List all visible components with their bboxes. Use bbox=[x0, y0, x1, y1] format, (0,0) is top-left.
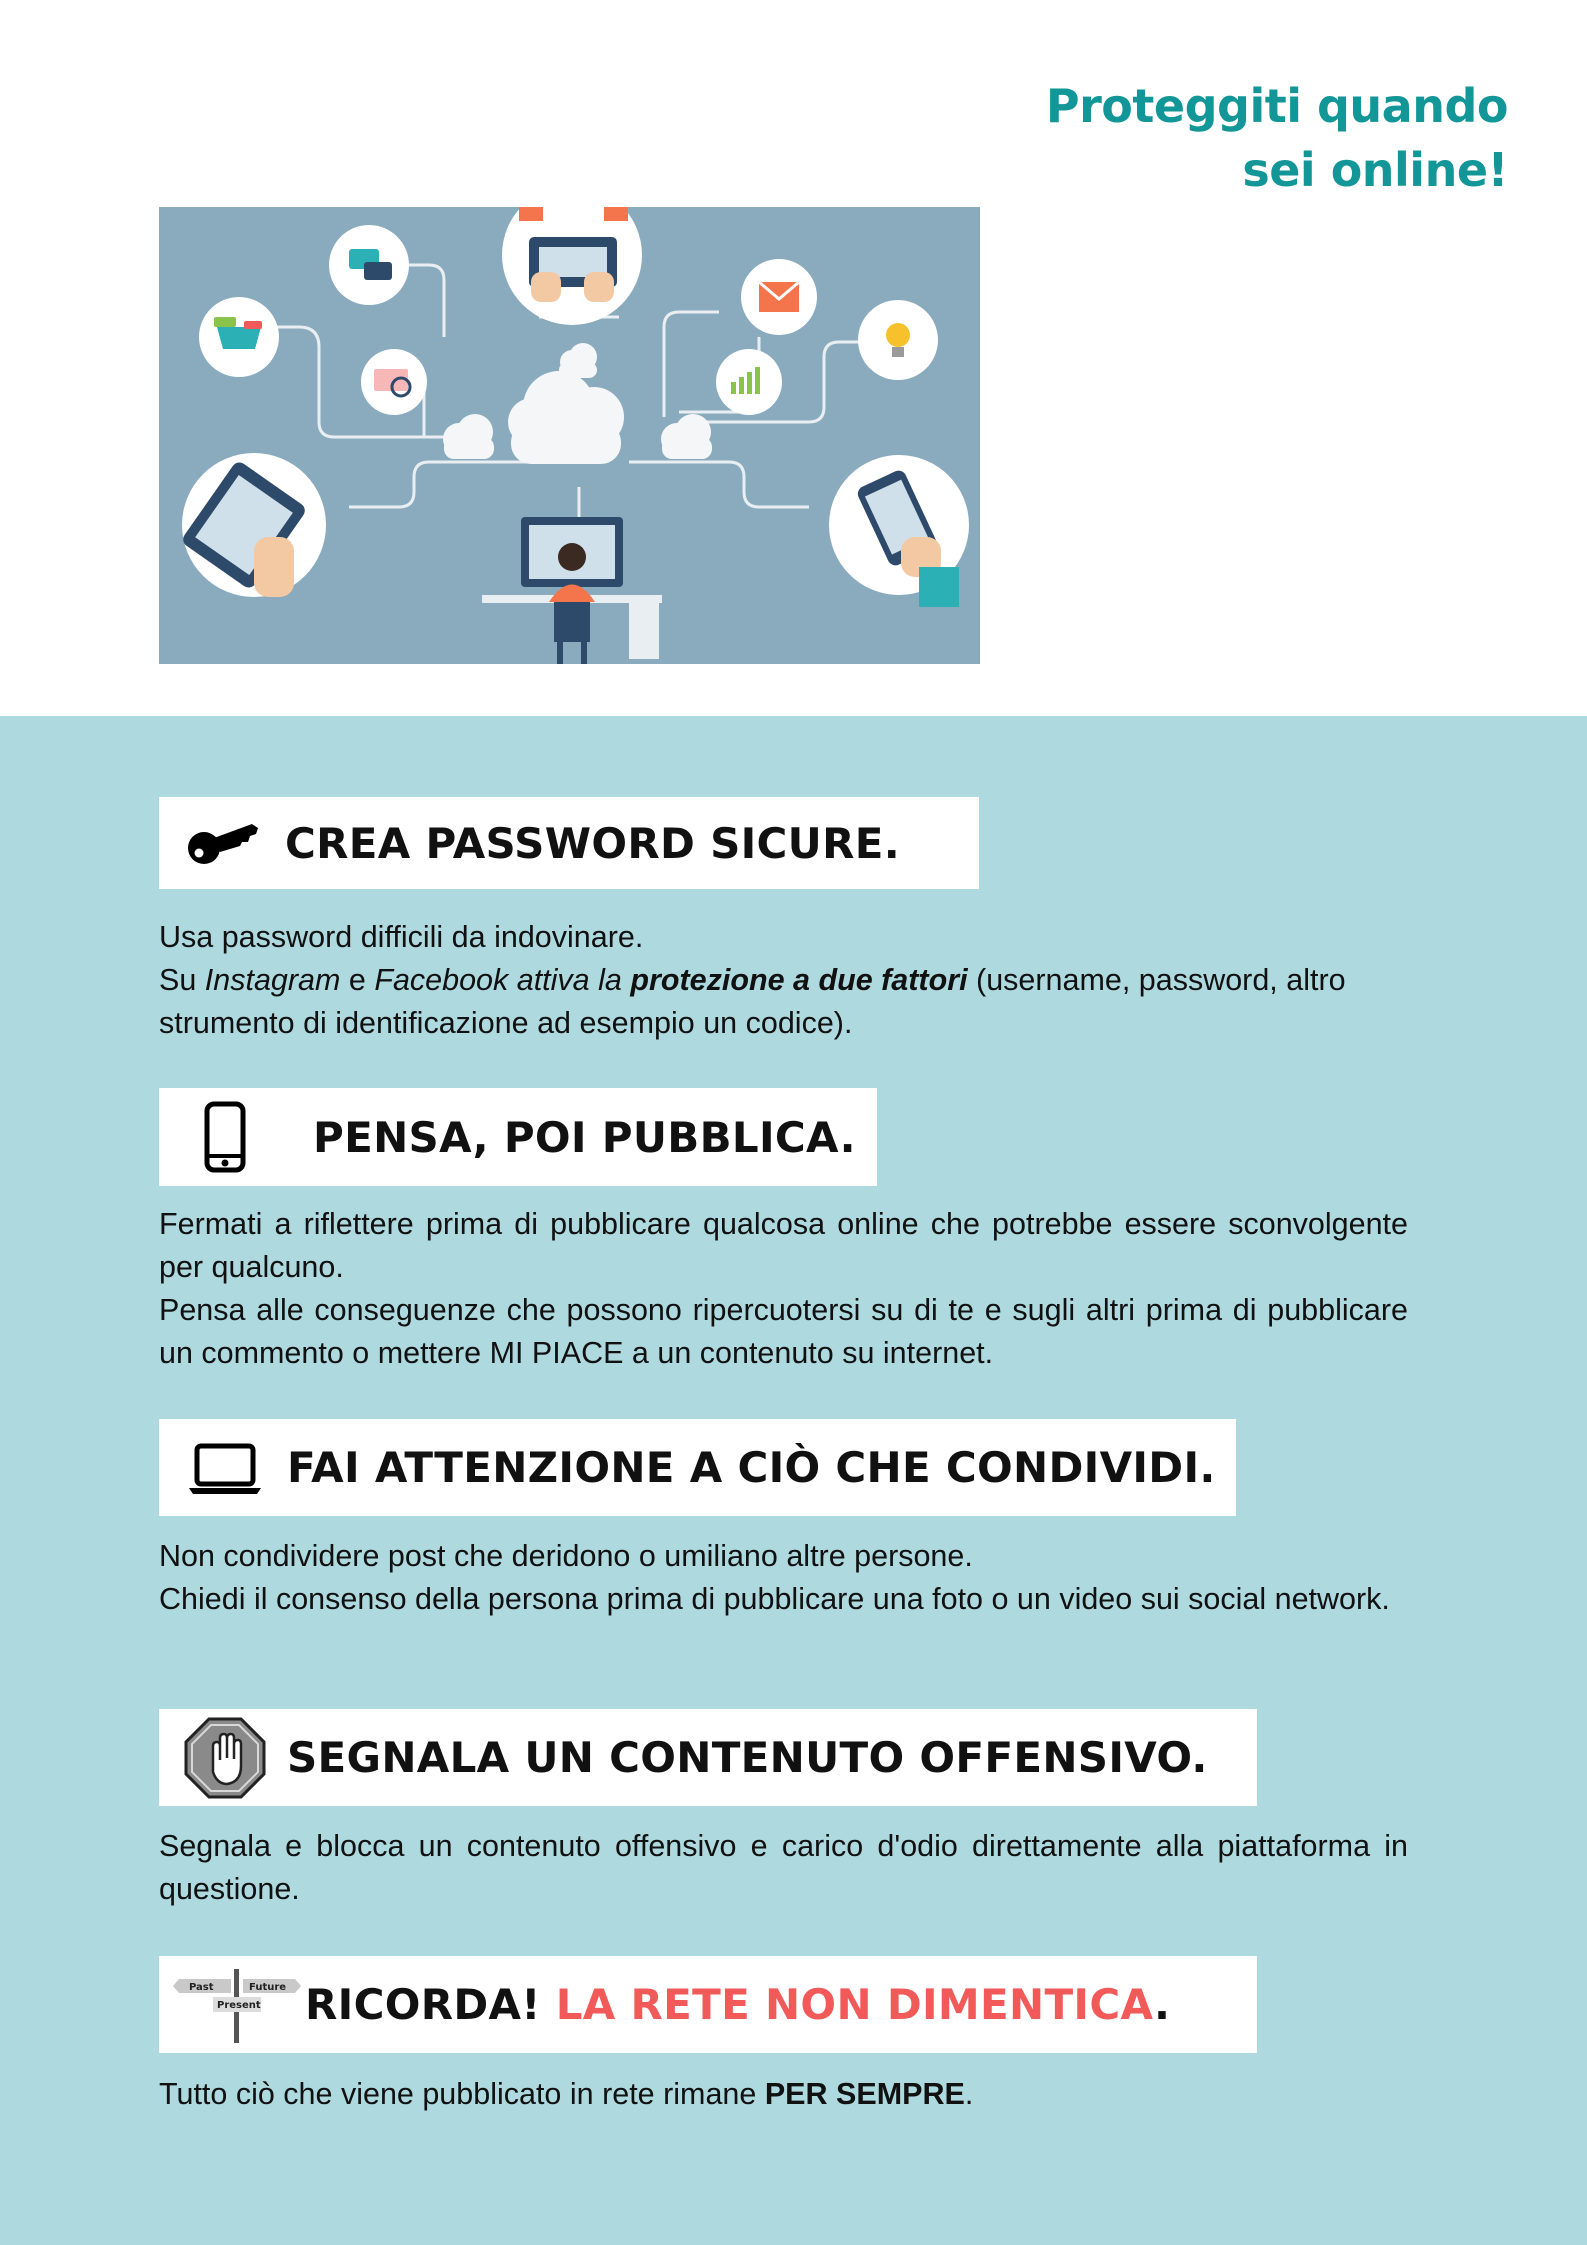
section-heading-remember bbox=[305, 1980, 1170, 2029]
page-title bbox=[908, 74, 1508, 202]
passwords-line-2: Su Instagram e Facebook attiva la protezione a due fattori (username, password, altro strumento di identificazione ad esempio un codice). bbox=[159, 963, 1346, 1040]
section-text-passwords bbox=[159, 916, 1408, 1045]
laptop-icon bbox=[187, 1438, 263, 1498]
section-text-think bbox=[159, 1203, 1408, 1375]
report-line-1: Segnala e blocca un contenuto offensivo e carico d'odio direttamente alla piattaforma in questione. bbox=[159, 1829, 1408, 1906]
page-title-line-1: Proteggiti quando bbox=[1045, 79, 1508, 133]
page-title-line-2: sei online! bbox=[1242, 143, 1508, 197]
section-card-share bbox=[159, 1419, 1236, 1516]
share-line-1: Non condividere post che deridono o umiliano altre persone. bbox=[159, 1539, 973, 1573]
key-icon bbox=[185, 813, 263, 873]
remember-line-1: Tutto ciò che viene pubblicato in rete rimane PER SEMPRE. bbox=[159, 2077, 974, 2111]
remember-heading-period: . bbox=[1154, 1980, 1171, 2029]
remember-heading-black: RICORDA! bbox=[305, 1980, 541, 2029]
stop-hand-icon bbox=[183, 1716, 267, 1800]
section-card-report bbox=[159, 1709, 1257, 1806]
think-line-1: Fermati a riflettere prima di pubblicare qualcosa online che potrebbe essere sconvolgente per qualcuno. bbox=[159, 1207, 1408, 1284]
section-card-passwords bbox=[159, 797, 979, 889]
section-text-remember bbox=[159, 2073, 1408, 2116]
signpost-future-label: Future bbox=[249, 1981, 287, 1993]
section-text-report bbox=[159, 1825, 1408, 1911]
section-card-remember bbox=[159, 1956, 1257, 2053]
signpost-past-label: Past bbox=[189, 1981, 214, 1993]
network-illustration bbox=[159, 207, 980, 664]
section-heading-share: FAI ATTENZIONE A CIÒ CHE CONDIVIDI. bbox=[287, 1443, 1216, 1492]
share-line-2: Chiedi il consenso della persona prima di pubblicare una foto o un video sui social network. bbox=[159, 1582, 1390, 1616]
section-heading-report: SEGNALA UN CONTENUTO OFFENSIVO. bbox=[287, 1733, 1208, 1782]
remember-heading-red: LA RETE NON DIMENTICA bbox=[555, 1980, 1155, 2029]
section-heading-passwords: CREA PASSWORD SICURE. bbox=[285, 818, 900, 868]
section-heading-think: PENSA, POI PUBBLICA. bbox=[313, 1112, 856, 1162]
signpost-present-label: Present bbox=[217, 1999, 261, 2011]
smartphone-icon bbox=[201, 1099, 249, 1175]
signpost-icon bbox=[173, 1965, 303, 2045]
think-line-2: Pensa alle conseguenze che possono ripercuotersi su di te e sugli altri prima di pubblicare un commento o mettere MI PIACE a un contenuto su internet. bbox=[159, 1293, 1408, 1370]
section-text-share bbox=[159, 1535, 1408, 1621]
passwords-line-1: Usa password difficili da indovinare. bbox=[159, 920, 644, 954]
section-card-think bbox=[159, 1088, 877, 1186]
